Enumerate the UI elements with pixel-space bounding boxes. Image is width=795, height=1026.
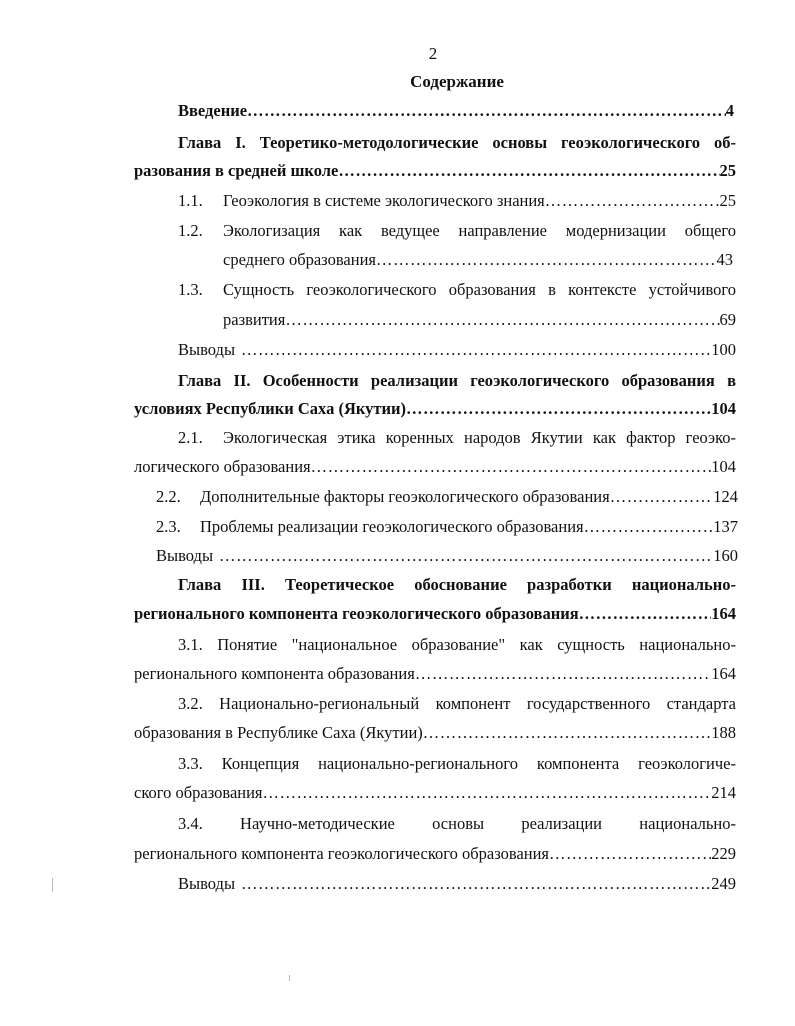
toc-entry-page: 164 <box>711 664 736 683</box>
toc-entry-label: образования в Республике Саха (Якутии) <box>134 723 423 742</box>
toc-section-1-3-line1[interactable] <box>178 277 736 303</box>
toc-section-2-1-line2[interactable] <box>134 454 736 480</box>
leader-dots <box>423 720 711 746</box>
toc-entry-page: 164 <box>711 604 736 623</box>
toc-section-3-2-line1[interactable]: 3.2. Национально-региональный компонент государственного стандарта <box>178 694 736 713</box>
toc-entry-label: развития <box>223 310 286 329</box>
toc-entry-page: 25 <box>719 161 736 180</box>
toc-entry-page: 25 <box>719 191 736 210</box>
toc-section-3-1-line1[interactable]: 3.1. Понятие "национальное образование" как сущность национально- <box>178 635 736 654</box>
toc-entry-label: Проблемы реализации геоэкологического образования <box>200 517 584 536</box>
toc-entry-label: Сущность геоэкологического образования в контексте устойчивого <box>223 280 736 299</box>
leader-dots <box>219 543 713 569</box>
toc-section-3-4-line2[interactable] <box>134 841 736 867</box>
toc-entry-page: 4 <box>725 101 734 120</box>
toc-entry-label: Геоэкология в системе экологического знания <box>223 191 545 210</box>
leader-dots <box>311 454 712 480</box>
leader-dots <box>338 158 719 184</box>
toc-entry-label: разования в средней школе <box>134 161 339 180</box>
toc-entry-label: Введение <box>178 101 248 120</box>
leader-dots <box>406 396 711 422</box>
toc-entry-page: 104 <box>711 399 736 418</box>
leader-dots <box>584 514 714 540</box>
toc-entry-page: 104 <box>711 457 736 476</box>
toc-entry-label: Экологизация как ведущее направление модернизации общего <box>223 221 736 240</box>
section-number: 2.1. <box>178 428 203 447</box>
leader-dots <box>579 601 712 627</box>
toc-entry-page: 160 <box>713 546 738 565</box>
leader-dots <box>610 484 714 510</box>
leader-dots <box>545 188 720 214</box>
toc-chapter-1-line2[interactable] <box>134 158 736 184</box>
leader-dots <box>376 247 717 273</box>
toc-entry-label: логического образования <box>134 457 311 476</box>
leader-dots <box>263 780 712 806</box>
page-title: Содержание <box>410 72 504 91</box>
toc-entry-label: Выводы <box>156 546 214 565</box>
toc-entry-page: 69 <box>719 310 736 329</box>
toc-entry-page: 137 <box>713 517 738 536</box>
leader-dots <box>247 98 726 124</box>
toc-section-3-4-line1[interactable]: 3.4. Научно-методические основы реализации национально- <box>178 814 736 833</box>
toc-section-1-2-line1[interactable] <box>178 218 736 244</box>
page-number: 2 <box>428 44 438 63</box>
section-number: 1.1. <box>178 191 203 210</box>
leader-dots <box>285 307 719 333</box>
toc-entry-page: 43 <box>716 250 733 269</box>
toc-chapter-1-line1[interactable]: Глава I. Теоретико-методологические основы геоэкологического об- <box>178 133 736 152</box>
toc-entry-label: регионального компонента образования <box>134 664 415 683</box>
toc-entry-intro[interactable] <box>178 98 734 124</box>
leader-dots <box>415 661 711 687</box>
toc-entry-page: 249 <box>711 874 736 893</box>
toc-entry-page: 214 <box>711 783 736 802</box>
toc-entry-page: 124 <box>713 487 738 506</box>
toc-chapter-2-line1[interactable]: Глава II. Особенности реализации геоэкологического образования в <box>178 371 736 390</box>
toc-entry-page: 100 <box>711 340 736 359</box>
toc-entry-label: условиях Республики Саха (Якутии) <box>134 399 406 418</box>
toc-section-3-3-line2[interactable] <box>134 780 736 806</box>
toc-section-1-2-line2[interactable] <box>223 247 733 273</box>
toc-entry-label: Дополнительные факторы геоэкологического образования <box>200 487 610 506</box>
section-number: 1.3. <box>178 280 203 299</box>
scan-mark <box>52 878 53 892</box>
leader-dots <box>241 871 711 897</box>
toc-chapter-3-line1[interactable]: Глава III. Теоретическое обоснование разработки национально- <box>178 575 736 594</box>
toc-chapter-3-line2[interactable] <box>134 601 736 627</box>
leader-dots <box>549 841 711 867</box>
toc-section-3-1-line2[interactable] <box>134 661 736 687</box>
toc-entry-page: 188 <box>711 723 736 742</box>
toc-section-2-3[interactable] <box>156 514 738 540</box>
toc-section-1-3-line2[interactable] <box>223 307 736 333</box>
toc-chapter-2-line2[interactable] <box>134 396 736 422</box>
toc-section-3-3-line1[interactable]: 3.3. Концепция национально-регионального компонента геоэкологиче- <box>178 754 736 773</box>
toc-conclusions-1[interactable] <box>178 337 736 363</box>
section-number: 2.2. <box>156 487 181 506</box>
toc-section-2-1-line1[interactable] <box>178 425 736 451</box>
scan-mark <box>289 975 290 981</box>
toc-section-2-2[interactable] <box>156 484 738 510</box>
toc-conclusions-3[interactable] <box>178 871 736 897</box>
toc-entry-label: регионального компонента геоэкологического образования <box>134 604 579 623</box>
toc-section-1-1[interactable] <box>178 188 736 214</box>
toc-entry-label: ского образования <box>134 783 263 802</box>
toc-entry-label: регионального компонента геоэкологического образования <box>134 844 550 863</box>
toc-entry-label: Выводы <box>178 340 236 359</box>
toc-entry-page: 229 <box>711 844 736 863</box>
toc-entry-label: Выводы <box>178 874 236 893</box>
toc-section-3-2-line2[interactable] <box>134 720 736 746</box>
toc-entry-label: среднего образования <box>223 250 376 269</box>
leader-dots <box>241 337 711 363</box>
section-number: 1.2. <box>178 221 203 240</box>
toc-conclusions-2[interactable] <box>156 543 738 569</box>
section-number: 2.3. <box>156 517 181 536</box>
toc-entry-label: Экологическая этика коренных народов Якутии как фактор геоэко- <box>223 428 736 447</box>
